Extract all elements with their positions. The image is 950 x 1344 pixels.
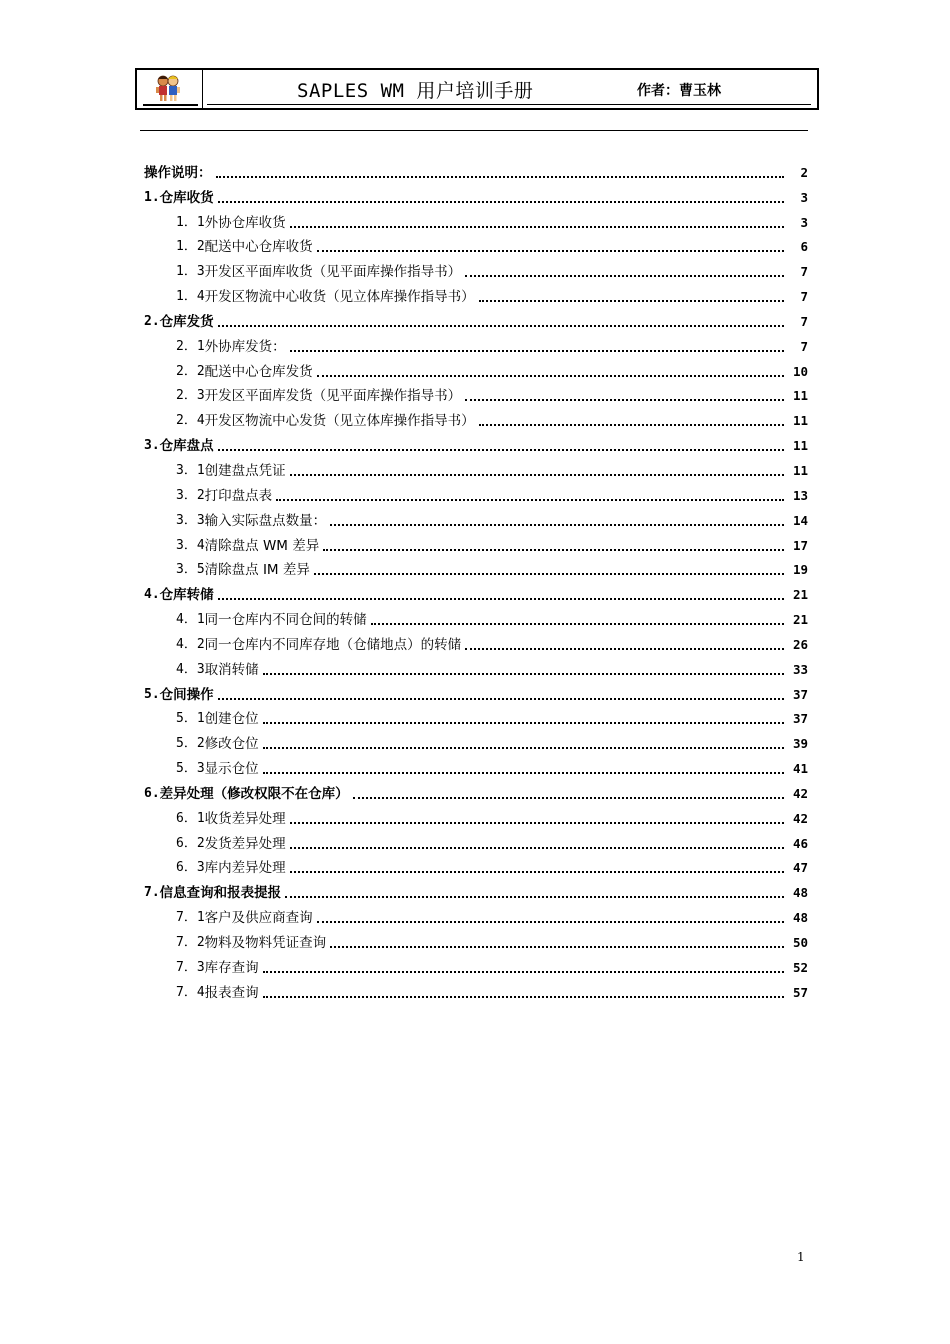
toc-entry-page: 37 xyxy=(792,686,808,702)
toc-entry[interactable] xyxy=(140,654,808,679)
toc-entry-title: 清除盘点 IM 差异 xyxy=(204,562,310,579)
toc-entry-page: 3 xyxy=(800,189,808,205)
toc-dot-leader xyxy=(465,399,784,401)
toc-dot-leader xyxy=(218,201,784,203)
toc-entry-title: 客户及供应商查询 xyxy=(204,910,313,927)
toc-entry-page: 46 xyxy=(792,835,808,851)
toc-dot-leader xyxy=(323,549,784,551)
toc-entry-number: 7．3 xyxy=(176,959,205,975)
toc-entry-number: 2．1 xyxy=(176,338,205,354)
toc-entry[interactable] xyxy=(140,828,808,853)
toc-entry-number: 4．1 xyxy=(176,612,205,628)
toc-entry-number: 3．3 xyxy=(176,512,205,528)
toc-entry-number: 7．1 xyxy=(176,910,205,926)
toc-entry-page: 33 xyxy=(792,661,808,677)
toc-entry-title: 取消转储 xyxy=(204,661,259,678)
toc-entry-number: 6．1 xyxy=(176,810,205,826)
toc-entry[interactable] xyxy=(140,356,808,381)
toc-entry-title: 差异处理（修改权限不在仓库） xyxy=(159,785,349,802)
toc-entry-page: 48 xyxy=(792,885,808,901)
toc-entry[interactable] xyxy=(140,604,808,629)
toc-entry-number: 7．2 xyxy=(176,935,205,950)
toc-entry-page: 11 xyxy=(792,413,808,429)
toc-entry-number: 2. xyxy=(144,313,160,329)
toc-entry-title: 打印盘点表 xyxy=(204,487,273,504)
toc-entry[interactable] xyxy=(140,281,808,306)
toc-entry-number: 3．1 xyxy=(176,462,205,478)
toc-entry[interactable] xyxy=(140,977,808,1002)
toc-dot-leader xyxy=(218,698,784,700)
toc-entry-page: 42 xyxy=(792,785,808,801)
toc-entry-title: 收货差异处理 xyxy=(204,810,286,827)
toc-dot-leader xyxy=(263,722,784,724)
toc-entry[interactable] xyxy=(140,555,808,580)
toc-dot-leader xyxy=(216,176,785,178)
toc-entry[interactable] xyxy=(140,853,808,878)
toc-entry-number: 1．3 xyxy=(176,264,205,280)
cartoon-children-logo-icon xyxy=(153,73,183,103)
toc-dot-leader xyxy=(479,300,784,302)
toc-entry-number: 4. xyxy=(144,587,160,603)
toc-entry-number: 2．2 xyxy=(176,363,205,379)
toc-entry-number: 2．3 xyxy=(176,388,205,404)
toc-entry[interactable] xyxy=(140,232,808,257)
toc-dot-leader xyxy=(290,871,784,873)
toc-entry-page: 7 xyxy=(800,289,808,305)
toc-entry[interactable] xyxy=(140,381,808,406)
toc-entry-title: 开发区物流中心发货（见立体库操作指导书） xyxy=(204,413,475,430)
toc-entry-page: 17 xyxy=(792,537,808,553)
toc-entry-page: 42 xyxy=(792,810,808,826)
toc-dot-leader xyxy=(263,747,784,749)
toc-dot-leader xyxy=(285,896,784,898)
toc-entry-page: 21 xyxy=(792,587,808,603)
toc-entry-title: 操作说明： xyxy=(144,164,212,181)
toc-entry-number: 3．5 xyxy=(176,562,205,578)
toc-entry-number: 2．4 xyxy=(176,413,205,429)
toc-entry-number: 1. xyxy=(144,189,160,205)
toc-entry-number: 6. xyxy=(144,785,160,801)
toc-entry-page: 57 xyxy=(792,984,808,1000)
toc-entry-title: 发货差异处理 xyxy=(204,835,286,852)
toc-dot-leader xyxy=(218,325,784,327)
toc-entry[interactable] xyxy=(140,927,808,952)
toc-entry-number: 1．2 xyxy=(176,239,205,255)
toc-dot-leader xyxy=(218,449,784,451)
document-title: SAPLES WM 用户培训手册 xyxy=(297,80,534,102)
toc-entry-number: 5．2 xyxy=(176,736,205,752)
toc-entry-title: 输入实际盘点数量： xyxy=(204,512,327,529)
toc-dot-leader xyxy=(290,474,784,476)
toc-entry-number: 4．3 xyxy=(176,661,205,677)
toc-entry[interactable] xyxy=(140,455,808,480)
toc-dot-leader xyxy=(479,424,784,426)
toc-entry-title: 仓库发货 xyxy=(159,313,214,330)
toc-entry-page: 10 xyxy=(792,363,808,379)
toc-entry[interactable] xyxy=(140,952,808,977)
toc-dot-leader xyxy=(290,847,784,849)
toc-entry-number: 5．1 xyxy=(176,711,205,727)
toc-entry[interactable] xyxy=(140,579,808,604)
toc-entry-page: 11 xyxy=(792,462,808,478)
toc-entry[interactable] xyxy=(140,157,808,182)
toc-entry-title: 外协仓库收货 xyxy=(204,214,286,231)
document-author: 作者：曹玉林 xyxy=(637,83,721,99)
toc-entry-page: 7 xyxy=(800,264,808,280)
toc-entry[interactable] xyxy=(140,902,808,927)
toc-entry-page: 7 xyxy=(800,313,808,329)
toc-entry-title: 仓库盘点 xyxy=(159,438,214,455)
toc-entry-page: 39 xyxy=(792,736,808,752)
toc-entry[interactable] xyxy=(140,530,808,555)
table-of-contents xyxy=(140,157,808,1002)
toc-entry[interactable] xyxy=(140,430,808,455)
toc-dot-leader xyxy=(290,226,784,228)
toc-dot-leader xyxy=(263,772,784,774)
toc-entry-page: 11 xyxy=(792,438,808,454)
toc-entry[interactable] xyxy=(140,753,808,778)
toc-entry-title: 同一仓库内不同仓间的转储 xyxy=(204,612,367,629)
toc-entry[interactable] xyxy=(140,405,808,430)
toc-entry[interactable] xyxy=(140,778,808,803)
toc-dot-leader xyxy=(317,921,784,923)
toc-entry-number: 4．2 xyxy=(176,636,205,652)
toc-entry-page: 13 xyxy=(792,487,808,503)
toc-entry-title: 信息查询和报表提报 xyxy=(159,885,282,902)
toc-dot-leader xyxy=(263,996,784,998)
toc-entry-page: 2 xyxy=(800,164,808,180)
toc-entry-title: 外协库发货： xyxy=(204,338,286,355)
toc-entry-page: 19 xyxy=(792,562,808,578)
toc-entry-number: 1．4 xyxy=(176,289,205,305)
toc-dot-leader xyxy=(290,350,784,352)
toc-entry-page: 7 xyxy=(800,338,808,354)
toc-entry-title: 同一仓库内不同库存地（仓储地点）的转储 xyxy=(204,636,462,653)
toc-entry-number: 3. xyxy=(144,438,160,454)
toc-entry-page: 21 xyxy=(792,612,808,628)
toc-entry[interactable] xyxy=(140,182,808,207)
toc-entry-title: 配送中心仓库收货 xyxy=(204,239,313,256)
header-rule xyxy=(140,130,808,131)
toc-entry-page: 26 xyxy=(792,636,808,652)
toc-entry-title: 开发区平面库收货（见平面库操作指导书） xyxy=(204,264,462,281)
toc-entry[interactable] xyxy=(140,877,808,902)
toc-entry-title: 配送中心仓库发货 xyxy=(204,363,313,380)
toc-entry-title: 仓库收货 xyxy=(159,189,214,206)
toc-entry-title: 仓库转储 xyxy=(159,587,214,604)
toc-dot-leader xyxy=(317,375,784,377)
toc-entry-title: 创建仓位 xyxy=(204,711,259,728)
toc-entry-page: 41 xyxy=(792,761,808,777)
toc-entry-page: 52 xyxy=(792,959,808,975)
page-header xyxy=(135,68,819,110)
toc-entry-number: 3．2 xyxy=(176,487,205,503)
toc-entry[interactable] xyxy=(140,679,808,704)
toc-entry-title: 物料及物料凭证查询 xyxy=(204,935,327,951)
toc-entry[interactable] xyxy=(140,331,808,356)
toc-entry[interactable] xyxy=(140,480,808,505)
toc-entry-number: 5．3 xyxy=(176,761,205,777)
toc-entry-title: 库存查询 xyxy=(204,959,259,976)
toc-entry[interactable] xyxy=(140,803,808,828)
toc-entry-page: 47 xyxy=(792,860,808,876)
toc-dot-leader xyxy=(465,648,784,650)
toc-entry-page: 14 xyxy=(792,512,808,528)
toc-entry-page: 11 xyxy=(792,388,808,404)
toc-dot-leader xyxy=(330,524,784,526)
toc-entry[interactable] xyxy=(140,306,808,331)
toc-entry[interactable] xyxy=(140,629,808,654)
toc-dot-leader xyxy=(465,275,784,277)
toc-entry-title: 创建盘点凭证 xyxy=(204,462,286,479)
toc-entry-page: 48 xyxy=(792,910,808,926)
toc-entry-page: 37 xyxy=(792,711,808,727)
toc-dot-leader xyxy=(263,673,784,675)
toc-entry-number: 7. xyxy=(144,885,160,901)
toc-entry-number: 3．4 xyxy=(176,537,205,553)
toc-entry[interactable] xyxy=(140,207,808,232)
toc-entry[interactable] xyxy=(140,728,808,753)
toc-entry-number: 5. xyxy=(144,686,160,702)
toc-entry-page: 3 xyxy=(800,214,808,230)
toc-entry[interactable] xyxy=(140,505,808,530)
toc-entry-number: 7．4 xyxy=(176,984,205,1000)
toc-entry-title: 库内差异处理 xyxy=(204,860,286,877)
toc-dot-leader xyxy=(330,946,784,948)
toc-dot-leader xyxy=(263,971,784,973)
toc-dot-leader xyxy=(353,797,784,799)
toc-entry-title: 显示仓位 xyxy=(204,761,259,778)
page-number: 1 xyxy=(797,1250,805,1264)
toc-entry-title: 报表查询 xyxy=(204,984,259,1001)
toc-entry-title: 开发区物流中心收货（见立体库操作指导书） xyxy=(204,289,475,306)
toc-entry-title: 开发区平面库发货（见平面库操作指导书） xyxy=(204,388,462,405)
toc-dot-leader xyxy=(314,573,784,575)
toc-dot-leader xyxy=(290,822,784,824)
toc-entry[interactable] xyxy=(140,704,808,729)
toc-entry-number: 6．3 xyxy=(176,860,205,876)
toc-entry[interactable] xyxy=(140,256,808,281)
toc-entry-title: 修改仓位 xyxy=(204,736,259,753)
toc-dot-leader xyxy=(276,499,784,501)
toc-dot-leader xyxy=(371,623,784,625)
toc-dot-leader xyxy=(317,250,784,252)
toc-entry-number: 6．2 xyxy=(176,835,205,851)
toc-entry-title: 仓间操作 xyxy=(159,686,214,703)
toc-dot-leader xyxy=(218,598,784,600)
toc-entry-title: 清除盘点 WM 差异 xyxy=(204,537,320,554)
logo-cell xyxy=(137,70,203,108)
toc-entry-page: 6 xyxy=(800,239,808,255)
toc-entry-page: 50 xyxy=(792,935,808,950)
toc-entry-number: 1．1 xyxy=(176,214,205,230)
